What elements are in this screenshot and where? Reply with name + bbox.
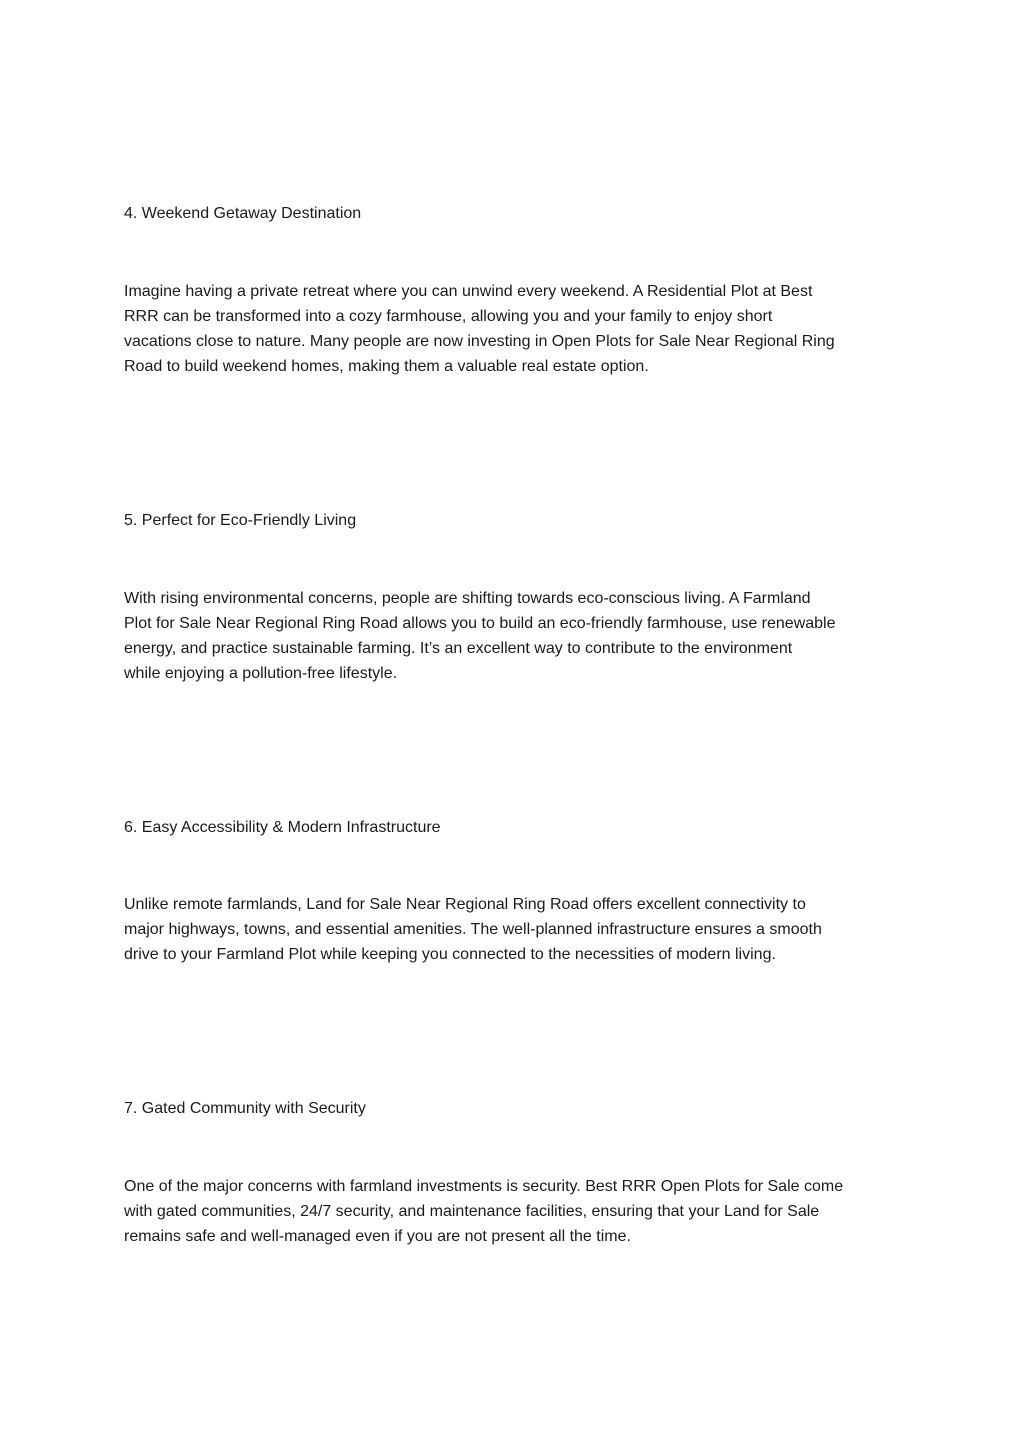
paragraph-line: RRR can be transformed into a cozy farmhouse, allowing you and your family to enjoy short [124,308,773,325]
paragraph-line: vacations close to nature. Many people are now investing in Open Plots for Sale Near Regional Ring [124,333,835,350]
section-heading-eco-friendly: 5. Perfect for Eco-Friendly Living [124,512,357,529]
section-heading-accessibility: 6. Easy Accessibility & Modern Infrastructure [124,819,441,836]
paragraph-line: Imagine having a private retreat where you can unwind every weekend. A Residential Plot at Best [124,283,813,300]
paragraph-line: With rising environmental concerns, people are shifting towards eco-conscious living. A Farmland [124,590,811,607]
paragraph-line: major highways, towns, and essential amenities. The well-planned infrastructure ensures a smooth [124,921,822,938]
section-paragraph-eco-friendly [124,586,904,686]
paragraph-line: Unlike remote farmlands, Land for Sale Near Regional Ring Road offers excellent connectivity to [124,896,806,913]
paragraph-line: Plot for Sale Near Regional Ring Road allows you to build an eco-friendly farmhouse, use renewable [124,615,836,632]
paragraph-line: remains safe and well-managed even if you are not present all the time. [124,1228,631,1245]
paragraph-line: while enjoying a pollution-free lifestyle. [124,665,398,682]
paragraph-line: energy, and practice sustainable farming. It’s an excellent way to contribute to the environment [124,640,793,657]
paragraph-line: drive to your Farmland Plot while keeping you connected to the necessities of modern living. [124,946,776,963]
paragraph-line: Road to build weekend homes, making them a valuable real estate option. [124,358,649,375]
section-paragraph-weekend-getaway [124,279,904,379]
section-paragraph-accessibility [124,892,904,967]
section-heading-gated-community: 7. Gated Community with Security [124,1100,366,1117]
paragraph-line: with gated communities, 24/7 security, and maintenance facilities, ensuring that your Land for Sale [124,1203,820,1220]
section-paragraph-gated-community [124,1174,904,1249]
section-heading-weekend-getaway: 4. Weekend Getaway Destination [124,205,362,222]
paragraph-line: One of the major concerns with farmland investments is security. Best RRR Open Plots for Sale come [124,1178,844,1195]
